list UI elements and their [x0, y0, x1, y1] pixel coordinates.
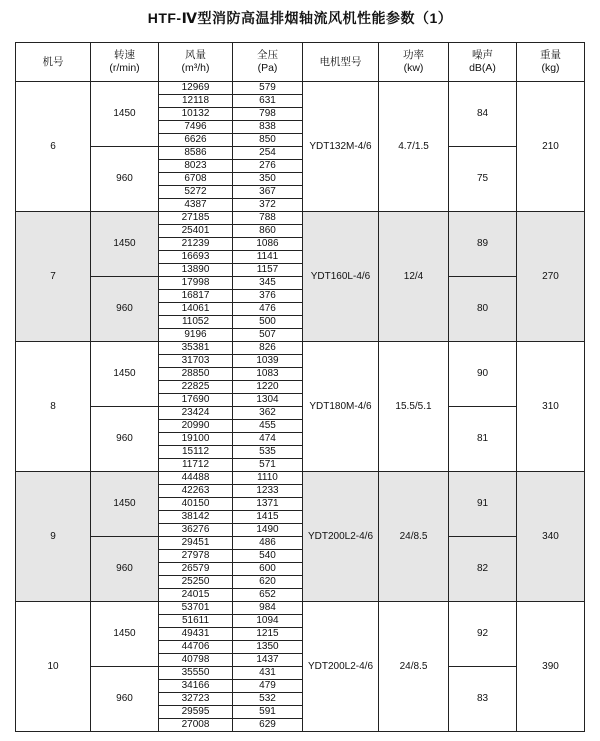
header-noise-label: 噪声 [472, 49, 493, 61]
airflow-cell: 12969 [159, 82, 233, 95]
noise-cell: 75 [449, 147, 517, 212]
airflow-cell: 26579 [159, 563, 233, 576]
airflow-cell: 29595 [159, 706, 233, 719]
power-cell: 15.5/5.1 [379, 342, 449, 472]
airflow-cell: 6626 [159, 134, 233, 147]
header-speed [91, 43, 159, 82]
table-row [16, 602, 585, 615]
model-no-cell: 7 [16, 212, 91, 342]
header-pressure-unit: (Pa) [257, 62, 278, 74]
header-weight-unit: (kg) [541, 62, 560, 74]
pressure-cell: 540 [233, 550, 303, 563]
speed-cell: 1450 [91, 82, 159, 147]
pressure-cell: 631 [233, 95, 303, 108]
airflow-cell: 31703 [159, 355, 233, 368]
pressure-cell: 1220 [233, 381, 303, 394]
airflow-cell: 42263 [159, 485, 233, 498]
pressure-cell: 600 [233, 563, 303, 576]
airflow-cell: 25250 [159, 576, 233, 589]
motor-cell: YDT180M-4/6 [303, 342, 379, 472]
airflow-cell: 15112 [159, 446, 233, 459]
airflow-cell: 53701 [159, 602, 233, 615]
table-row [16, 537, 585, 550]
power-cell: 24/8.5 [379, 602, 449, 732]
header-pressure-label: 全压 [257, 49, 278, 61]
model-no-cell: 6 [16, 82, 91, 212]
airflow-cell: 7496 [159, 121, 233, 134]
power-cell: 24/8.5 [379, 472, 449, 602]
airflow-cell: 5272 [159, 186, 233, 199]
airflow-cell: 20990 [159, 420, 233, 433]
airflow-cell: 23424 [159, 407, 233, 420]
airflow-cell: 14061 [159, 303, 233, 316]
pressure-cell: 350 [233, 173, 303, 186]
airflow-cell: 28850 [159, 368, 233, 381]
noise-cell: 84 [449, 82, 517, 147]
airflow-cell: 12118 [159, 95, 233, 108]
airflow-cell: 17690 [159, 394, 233, 407]
airflow-cell: 35381 [159, 342, 233, 355]
airflow-cell: 13890 [159, 264, 233, 277]
pressure-cell: 1141 [233, 251, 303, 264]
pressure-cell: 254 [233, 147, 303, 160]
table-row [16, 667, 585, 680]
speed-cell: 1450 [91, 472, 159, 537]
weight-cell: 310 [517, 342, 585, 472]
airflow-cell: 11052 [159, 316, 233, 329]
airflow-cell: 34166 [159, 680, 233, 693]
table-row [16, 147, 585, 160]
pressure-cell: 1110 [233, 472, 303, 485]
table-row [16, 342, 585, 355]
airflow-cell: 44706 [159, 641, 233, 654]
power-cell: 4.7/1.5 [379, 82, 449, 212]
power-cell: 12/4 [379, 212, 449, 342]
pressure-cell: 479 [233, 680, 303, 693]
airflow-cell: 35550 [159, 667, 233, 680]
pressure-cell: 850 [233, 134, 303, 147]
table-row [16, 472, 585, 485]
model-no-cell: 10 [16, 602, 91, 732]
airflow-cell: 11712 [159, 459, 233, 472]
pressure-cell: 1094 [233, 615, 303, 628]
pressure-cell: 620 [233, 576, 303, 589]
pressure-cell: 1233 [233, 485, 303, 498]
airflow-cell: 8586 [159, 147, 233, 160]
weight-cell: 390 [517, 602, 585, 732]
airflow-cell: 38142 [159, 511, 233, 524]
pressure-cell: 532 [233, 693, 303, 706]
speed-cell: 960 [91, 667, 159, 732]
airflow-cell: 29451 [159, 537, 233, 550]
pressure-cell: 507 [233, 329, 303, 342]
speed-cell: 960 [91, 407, 159, 472]
airflow-cell: 44488 [159, 472, 233, 485]
airflow-cell: 24015 [159, 589, 233, 602]
airflow-cell: 16817 [159, 290, 233, 303]
header-airflow-unit: (m³/h) [181, 62, 210, 74]
airflow-cell: 40150 [159, 498, 233, 511]
pressure-cell: 1157 [233, 264, 303, 277]
table-row [16, 407, 585, 420]
table-body [16, 82, 585, 732]
pressure-cell: 535 [233, 446, 303, 459]
pressure-cell: 376 [233, 290, 303, 303]
header-pressure [233, 43, 303, 82]
airflow-cell: 27185 [159, 212, 233, 225]
model-no-cell: 8 [16, 342, 91, 472]
header-row [16, 43, 585, 82]
header-power-label: 功率 [403, 49, 424, 61]
airflow-cell: 40798 [159, 654, 233, 667]
pressure-cell: 500 [233, 316, 303, 329]
airflow-cell: 27008 [159, 719, 233, 732]
header-model-no: 机号 [16, 43, 91, 82]
pressure-cell: 652 [233, 589, 303, 602]
noise-cell: 92 [449, 602, 517, 667]
airflow-cell: 22825 [159, 381, 233, 394]
header-speed-unit: (r/min) [109, 62, 140, 74]
noise-cell: 83 [449, 667, 517, 732]
pressure-cell: 579 [233, 82, 303, 95]
speed-cell: 960 [91, 537, 159, 602]
pressure-cell: 1415 [233, 511, 303, 524]
noise-cell: 81 [449, 407, 517, 472]
page-title: HTF-Ⅳ型消防高温排烟轴流风机性能参数（1） [147, 10, 453, 26]
airflow-cell: 8023 [159, 160, 233, 173]
speed-cell: 960 [91, 277, 159, 342]
airflow-cell: 4387 [159, 199, 233, 212]
header-airflow-label: 风量 [185, 49, 206, 61]
airflow-cell: 36276 [159, 524, 233, 537]
speed-cell: 1450 [91, 212, 159, 277]
speed-cell: 1450 [91, 342, 159, 407]
pressure-cell: 629 [233, 719, 303, 732]
speed-cell: 1450 [91, 602, 159, 667]
pressure-cell: 276 [233, 160, 303, 173]
pressure-cell: 1437 [233, 654, 303, 667]
weight-cell: 340 [517, 472, 585, 602]
airflow-cell: 51611 [159, 615, 233, 628]
pressure-cell: 1371 [233, 498, 303, 511]
airflow-cell: 16693 [159, 251, 233, 264]
pressure-cell: 345 [233, 277, 303, 290]
airflow-cell: 32723 [159, 693, 233, 706]
table-row [16, 82, 585, 95]
header-speed-label: 转速 [114, 49, 135, 61]
speed-cell: 960 [91, 147, 159, 212]
airflow-cell: 25401 [159, 225, 233, 238]
pressure-cell: 362 [233, 407, 303, 420]
motor-cell: YDT200L2-4/6 [303, 472, 379, 602]
model-no-cell: 9 [16, 472, 91, 602]
airflow-cell: 21239 [159, 238, 233, 251]
pressure-cell: 431 [233, 667, 303, 680]
pressure-cell: 1086 [233, 238, 303, 251]
performance-table [15, 42, 585, 732]
weight-cell: 210 [517, 82, 585, 212]
noise-cell: 80 [449, 277, 517, 342]
noise-cell: 89 [449, 212, 517, 277]
noise-cell: 82 [449, 537, 517, 602]
header-motor: 电机型号 [303, 43, 379, 82]
pressure-cell: 372 [233, 199, 303, 212]
header-power-unit: (kw) [403, 62, 424, 74]
airflow-cell: 10132 [159, 108, 233, 121]
pressure-cell: 1350 [233, 641, 303, 654]
motor-cell: YDT160L-4/6 [303, 212, 379, 342]
header-noise-unit: dB(A) [469, 62, 496, 74]
header-power [379, 43, 449, 82]
airflow-cell: 27978 [159, 550, 233, 563]
airflow-cell: 19100 [159, 433, 233, 446]
motor-cell: YDT200L2-4/6 [303, 602, 379, 732]
pressure-cell: 591 [233, 706, 303, 719]
pressure-cell: 474 [233, 433, 303, 446]
pressure-cell: 826 [233, 342, 303, 355]
header-noise [449, 43, 517, 82]
pressure-cell: 1039 [233, 355, 303, 368]
pressure-cell: 1304 [233, 394, 303, 407]
pressure-cell: 1083 [233, 368, 303, 381]
pressure-cell: 860 [233, 225, 303, 238]
airflow-cell: 17998 [159, 277, 233, 290]
airflow-cell: 6708 [159, 173, 233, 186]
pressure-cell: 486 [233, 537, 303, 550]
table-row [16, 277, 585, 290]
noise-cell: 91 [449, 472, 517, 537]
pressure-cell: 838 [233, 121, 303, 134]
pressure-cell: 455 [233, 420, 303, 433]
pressure-cell: 571 [233, 459, 303, 472]
pressure-cell: 1490 [233, 524, 303, 537]
airflow-cell: 49431 [159, 628, 233, 641]
pressure-cell: 1215 [233, 628, 303, 641]
pressure-cell: 788 [233, 212, 303, 225]
pressure-cell: 367 [233, 186, 303, 199]
table-row [16, 212, 585, 225]
header-weight [517, 43, 585, 82]
pressure-cell: 476 [233, 303, 303, 316]
pressure-cell: 984 [233, 602, 303, 615]
motor-cell: YDT132M-4/6 [303, 82, 379, 212]
pressure-cell: 798 [233, 108, 303, 121]
weight-cell: 270 [517, 212, 585, 342]
header-weight-label: 重量 [540, 49, 561, 61]
noise-cell: 90 [449, 342, 517, 407]
airflow-cell: 9196 [159, 329, 233, 342]
header-airflow [159, 43, 233, 82]
